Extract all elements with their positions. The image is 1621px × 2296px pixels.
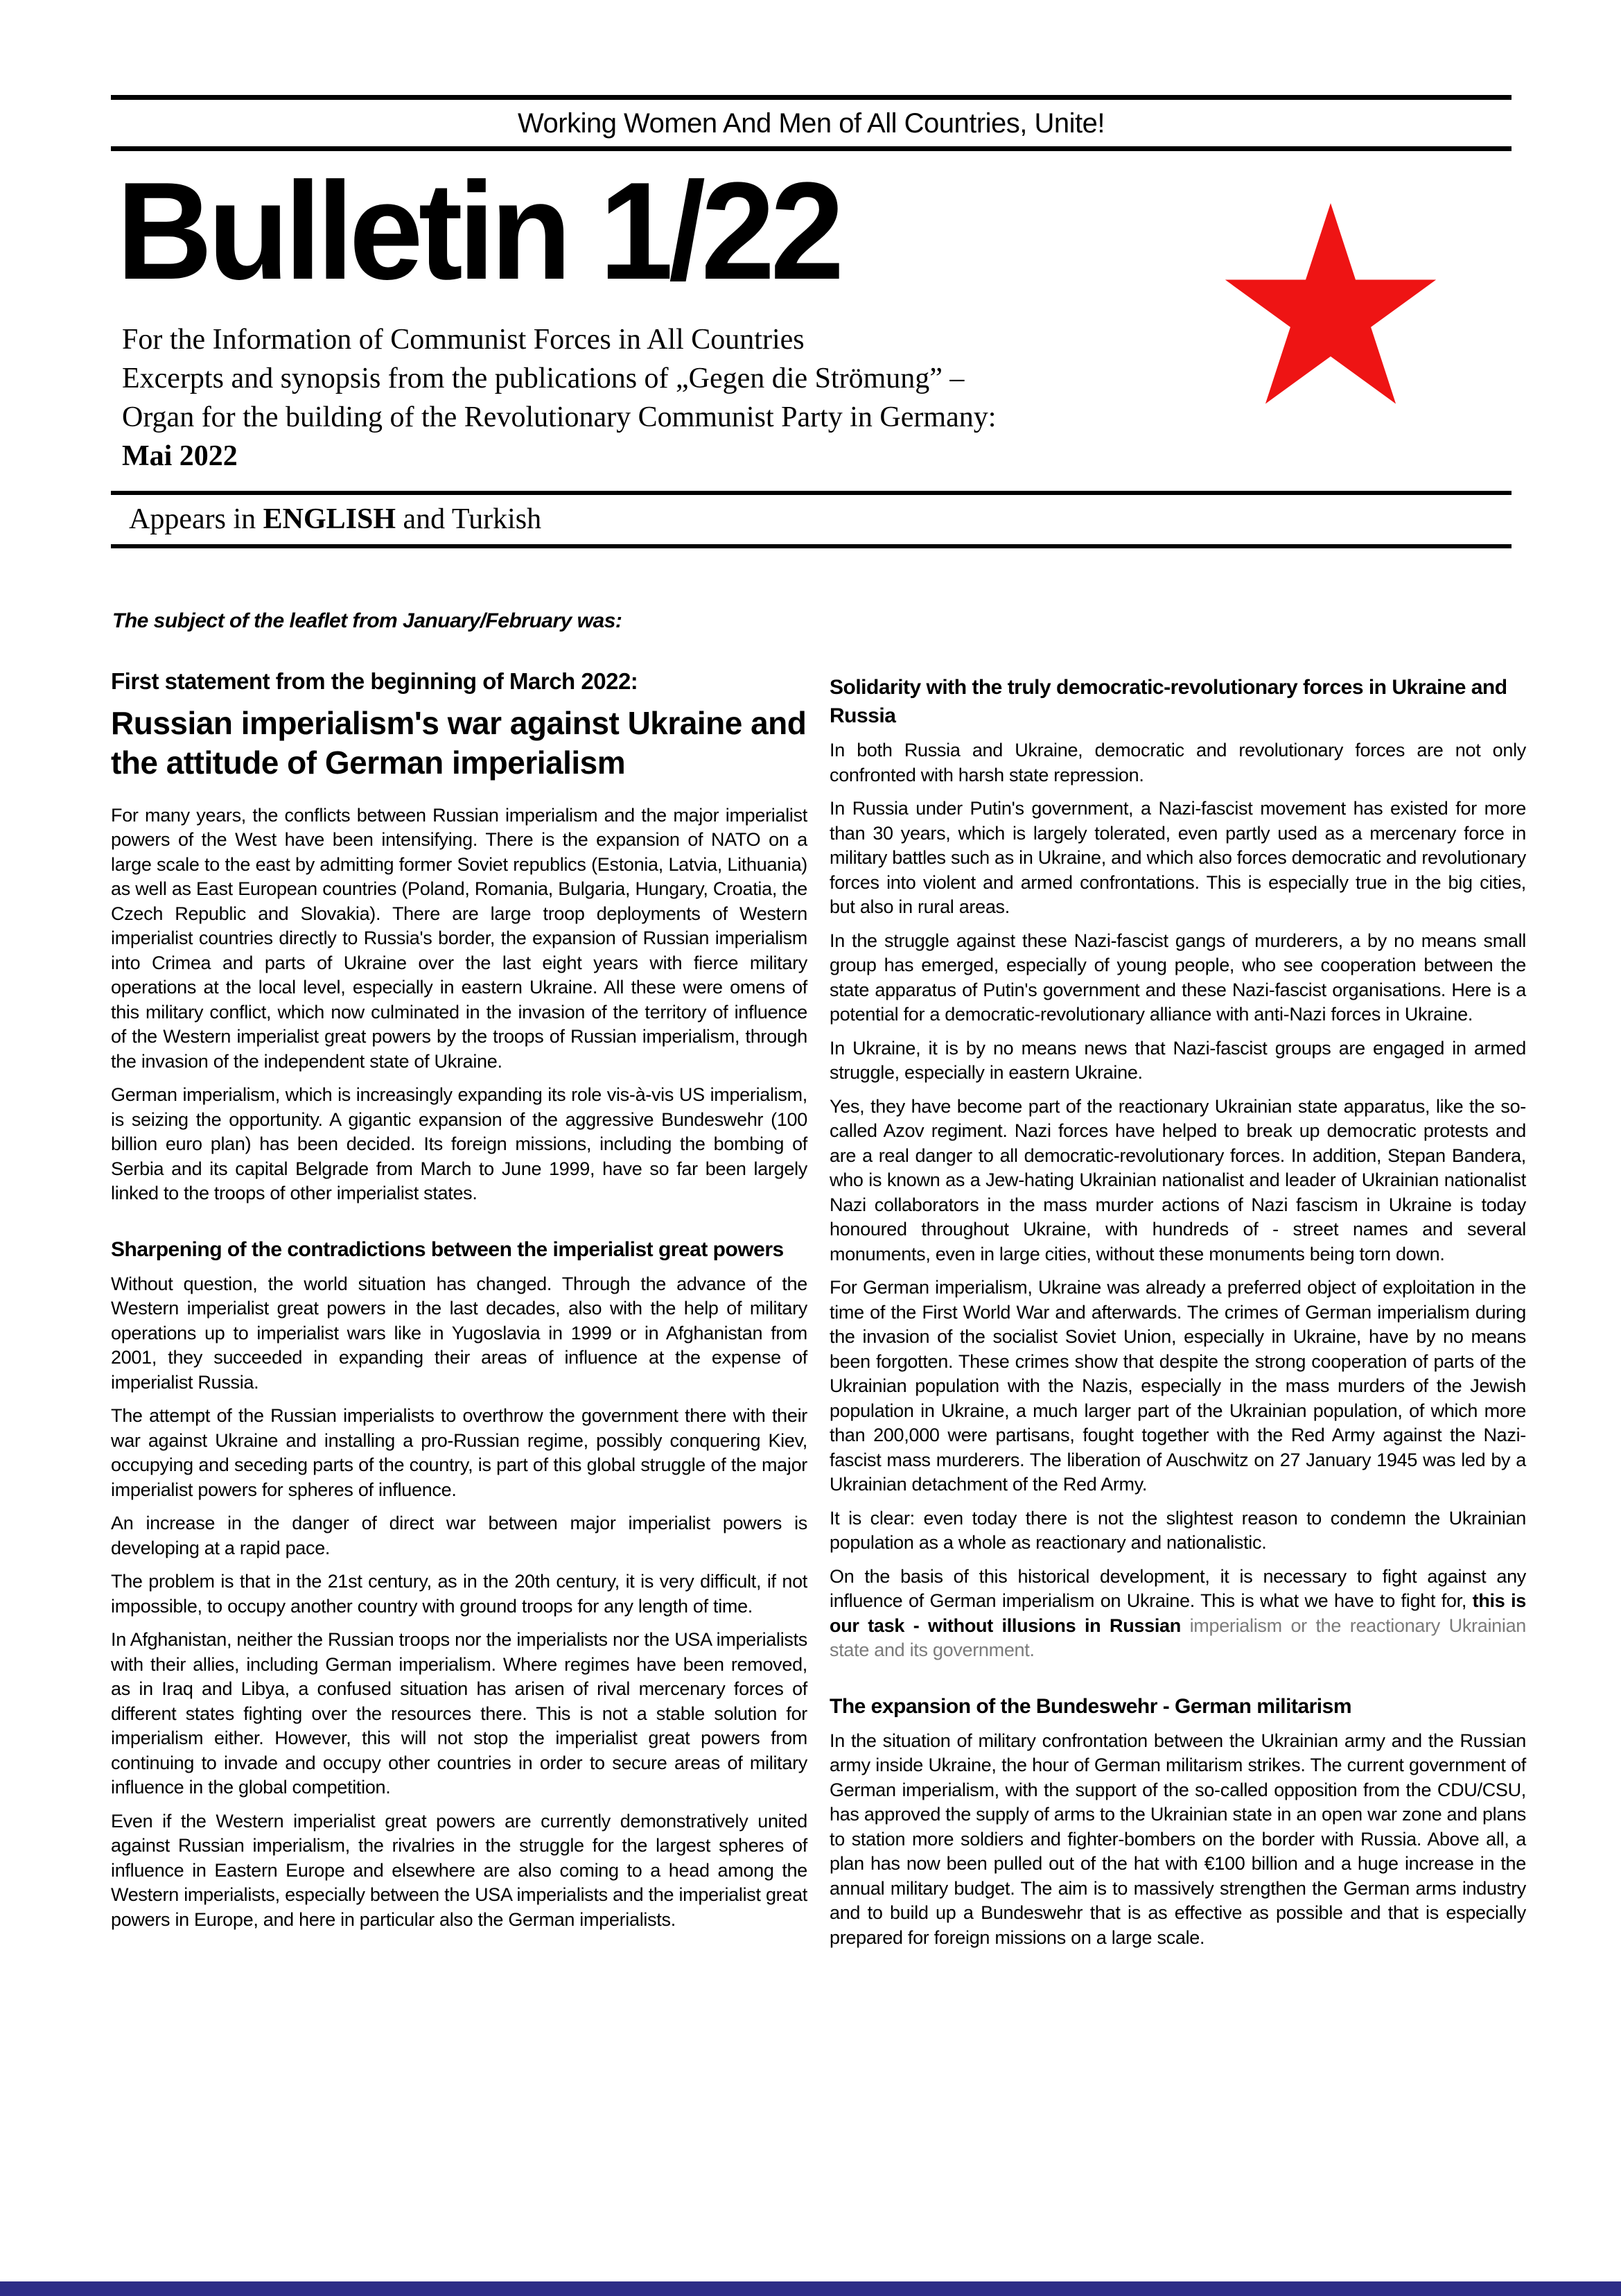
slogan-bottom-rule [111, 146, 1512, 151]
left-paragraph-7: In Afghanistan, neither the Russian troops nor the imperialists nor the USA imperialists with their allies, including German imperialism. Where regimes have been removed, as in Iraq and Libya, a confused situation has arisen of rival mercenary forces of different states fighting over the resources there. This is not a stable solution for imperialism either. However, this will not stop the imperialist great powers from continuing to invade and occupy other countries in order to secure areas of military influence in the global competition. [111, 1629, 807, 1798]
right-paragraph-7: It is clear: even today there is not the slightest reason to condemn the Ukrainian population as a whole as reactionary and nationalistic. [830, 1507, 1526, 1553]
leaflet-note: The subject of the leaflet from January/February was: [112, 609, 622, 632]
appears-language-bold: ENGLISH [263, 503, 396, 535]
left-article-title: Russian imperialism's war against Ukraine and the attitude of German imperialism [111, 704, 807, 781]
footer-bar [0, 2281, 1621, 2296]
right-paragraph-8-normal: On the basis of this historical development, it is necessary to fight against any influence of German imperialism on Ukraine. This is what we have to fight for, [830, 1565, 1526, 1611]
subheader-date: Mai 2022 [122, 440, 238, 472]
left-subheading: Sharpening of the contradictions between the imperialist great powers [111, 1237, 784, 1261]
right-paragraph-2: In Russia under Putin's government, a Nazi-fascist movement has existed for more than 30 years, which is largely tolerated, even partly used as a mercenary force in military battles such as in Ukraine, and which also forces democratic and revolutionary forces into violent and armed confrontations. This is especially true in the big cities, but also in rural areas. [830, 798, 1526, 917]
left-paragraph-1: For many years, the conflicts between Russian imperialism and the major imperialist powers of the West have been intensifying. There is the expansion of NATO on a large scale to the east by admitting former Soviet republics (Estonia, Latvia, Lithuania) as well as East European countries (Poland, Romania, Bulgaria, Hungary, Croatia, the Czech Republic and Slovakia). There are large troop deployments of Western imperialist countries directly to Russia's border, the expansion of Russian imperialism into Crimea and parts of Ukraine over the last eight years with fierce military operations at the local level, especially in eastern Ukraine. All these were omens of this military conflict, which now culminated in the invasion of the territory of influence of the Western imperialist great powers by the troops of Russian imperialism, through the invasion of the independent state of Ukraine. [111, 804, 807, 1072]
subheader-line-1: For the Information of Communist Forces in All Countries [122, 324, 805, 356]
left-kicker: First statement from the beginning of March 2022: [111, 668, 638, 694]
left-paragraph-8: Even if the Western imperialist great powers are currently demonstratively united against Russian imperialism, the rivalries in the struggle for the largest spheres of influence in Eastern Europe and elsewhere are also coming to a head among the Western imperialists, especially between the USA imperialists and the imperialist great powers in Europe, and here in particular also the German imperialists. [111, 1810, 807, 1930]
right-paragraph-3: In the struggle against these Nazi-fascist gangs of murderers, a by no means small group has emerged, especially of young people, who see cooperation between the state apparatus of Putin's government and these Nazi-fascist organisations. Here is a potential for a democratic-revolutionary alliance with anti-Nazi forces in Ukraine. [830, 930, 1526, 1025]
page-content [0, 95, 1621, 1959]
left-paragraph-2: German imperialism, which is increasingly expanding its role vis-à-vis US imperialism, is seizing the opportunity. A gigantic expansion of the aggressive Bundeswehr (100 billion euro plan) has been decided. Its foreign missions, including the bombing of Serbia and its capital Belgrade from March to June 1999, have so far been largely linked to the troops of other imperialist states. [111, 1084, 807, 1203]
right-paragraph-6: For German imperialism, Ukraine was already a preferred object of exploitation in the time of the First World War and afterwards. The crimes of German imperialism during the invasion of the socialist Soviet Union, especially in Ukraine, have by no means been forgotten. These crimes show that despite the strong cooperation of parts of the Ukrainian population with the Nazis, especially in the mass murders of the Jewish population in Ukraine, a much larger part of the Ukrainian population, of which more than 200,000 were partisans, fought together with the Red Army against the Nazi-fascist mass murderers. The liberation of Auschwitz on 27 January 1945 was led by a Ukrainian detachment of the Red Army. [830, 1277, 1526, 1495]
right-paragraph-8-gray: imperialism or the reactionary Ukrainian state and its government. [830, 1615, 1526, 1660]
left-paragraph-4: The attempt of the Russian imperialists to overthrow the government there with their war against Ukraine and installing a pro-Russian regime, possibly conquering Kiev, occupying and seceding parts of the country, is part of this global struggle of the major imperialist powers for spheres of influence. [111, 1405, 807, 1500]
right-column [830, 669, 1526, 1959]
right-paragraph-8 [830, 1565, 1526, 1663]
top-rule [111, 95, 1512, 100]
appears-line [111, 495, 1512, 544]
subheader-line-2: Excerpts and synopsis from the publications of „Gegen die Strömung” – [122, 363, 965, 394]
two-column-body [111, 668, 1526, 1959]
appears-prefix: Appears in [129, 503, 263, 535]
appears-bottom-rule [111, 544, 1512, 548]
left-paragraph-6: The problem is that in the 21st century, as in the 20th century, it is very difficult, if not impossible, to occupy another country with ground troops for any length of time. [111, 1571, 807, 1617]
right-paragraph-4: In Ukraine, it is by no means news that Nazi-fascist groups are engaged in armed struggle, especially in eastern Ukraine. [830, 1037, 1526, 1083]
masthead-slogan: Working Women And Men of All Countries, Unite! [517, 108, 1105, 139]
right-paragraph-1: In both Russia and Ukraine, democratic and revolutionary forces are not only confronted with harsh state repression. [830, 740, 1526, 785]
title-row [111, 154, 1512, 308]
right-paragraph-8-bold: this is our task - without illusions in Russian [830, 1590, 1526, 1636]
left-paragraph-5: An increase in the danger of direct war between major imperialist powers is developing at a rapid pace. [111, 1513, 807, 1558]
right-paragraph-5: Yes, they have become part of the reactionary Ukrainian state apparatus, like the so-called Azov regiment. Nazi forces have helped to break up democratic protests and are a real danger to all democratic-revolutionary forces. In addition, Stepan Bandera, who is known as a Jew-hating Ukrainian nationalist and leader of Ukrainian nationalist Nazi collaborators in the mass murder actions of Nazi fascism in Ukraine is today honoured throughout Ukraine, with hundreds of - street names and several monuments, even in large cities, without these monuments being torn down. [830, 1095, 1526, 1264]
right-heading-bundeswehr: The expansion of the Bundeswehr - German militarism [830, 1694, 1351, 1718]
appears-suffix: and Turkish [396, 503, 542, 535]
red-star-icon [1220, 201, 1442, 416]
page-title: Bulletin 1/22 [116, 154, 840, 308]
red-star-svg [1220, 201, 1442, 416]
right-heading-solidarity: Solidarity with the truly democratic-revolutionary forces in Ukraine and Russia [830, 676, 1507, 727]
right-paragraph-9: In the situation of military confrontation between the Ukrainian army and the Russian army inside Ukraine, the hour of German militarism strikes. The current government of German imperialism, with the support of the so-called opposition from the CDU/CSU, has approved the supply of arms to the Ukrainian state in an open war zone and plans to station more soldiers and fighter-bombers on the border with Russia. Above all, a plan has now been pulled out of the hat with €100 billion and a huge increase in the annual military budget. The aim is to massively strengthen the German arms industry and to build up a Bundeswehr that is as effective as possible and that is especially prepared for foreign missions on a large scale. [830, 1730, 1526, 1948]
left-column [111, 669, 807, 1959]
left-paragraph-3: Without question, the world situation has changed. Through the advance of the Western imperialist great powers in the last decades, also with the help of military operations up to imperialist wars like in Yugoslavia in 1999 or in Afghanistan from 2001, they succeeded in expanding their areas of influence at the expense of imperialist Russia. [111, 1273, 807, 1393]
subheader-line-3: Organ for the building of the Revolutionary Communist Party in Germany: [122, 401, 997, 433]
